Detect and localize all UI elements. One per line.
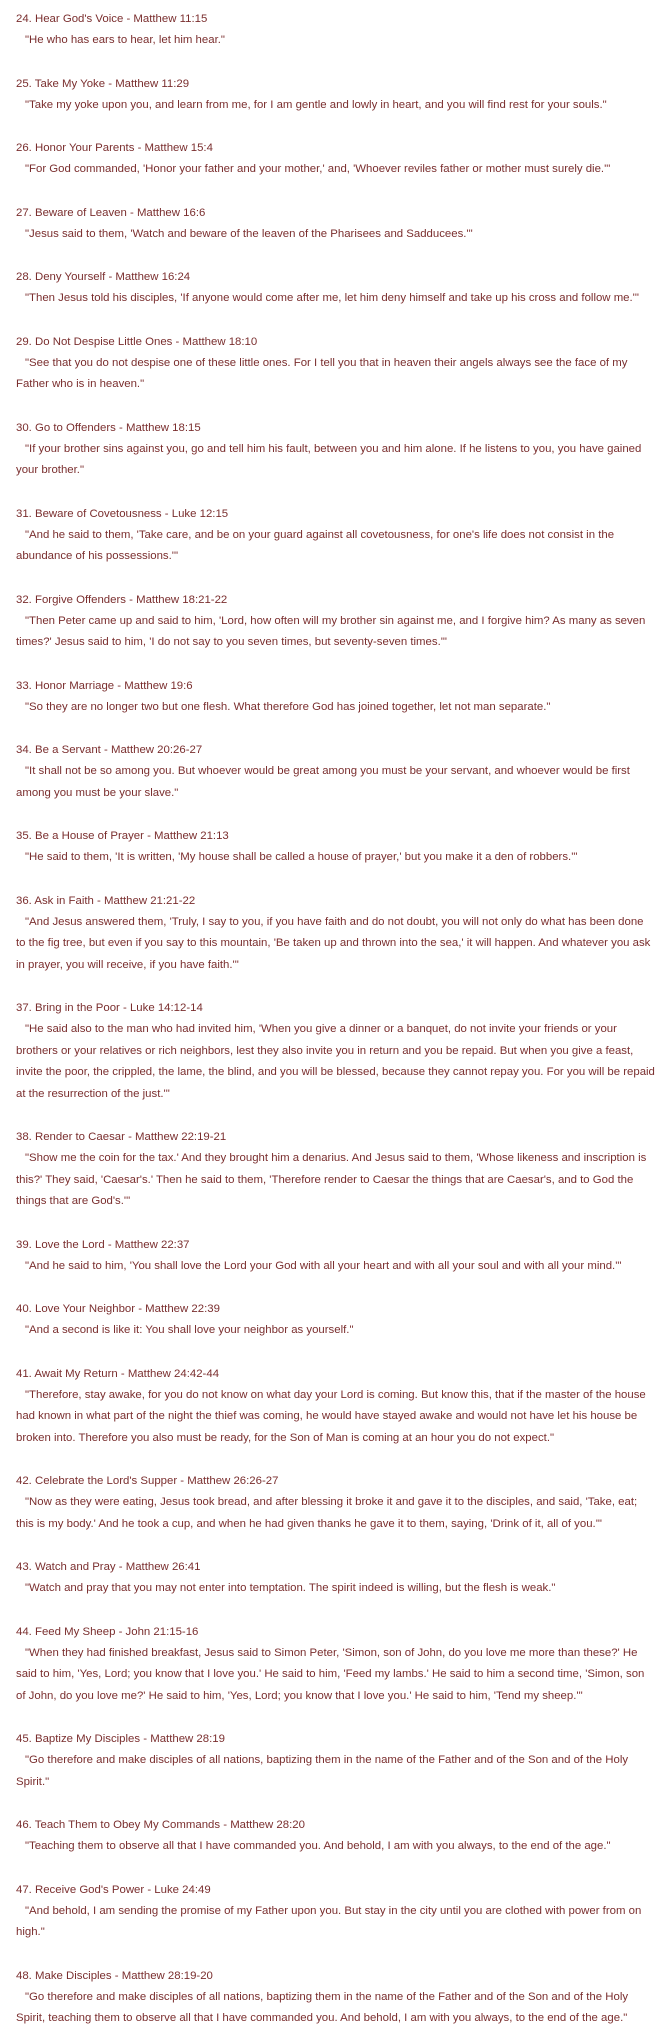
command-quote: "And a second is like it: You shall love your neighbor as yourself." bbox=[25, 1324, 354, 1336]
command-entry bbox=[16, 332, 655, 396]
command-title: 36. Ask in Faith - Matthew 21:21-22 bbox=[16, 894, 196, 907]
command-entry bbox=[16, 1235, 655, 1278]
command-title: 33. Honor Marriage - Matthew 19:6 bbox=[16, 679, 193, 692]
entry-spacer bbox=[16, 52, 655, 74]
command-entry bbox=[16, 1729, 655, 1793]
entry-spacer bbox=[16, 1535, 655, 1557]
command-quote: "Go therefore and make disciples of all nations, baptizing them in the name of the Father and of the Son and of the Holy Spirit, teaching them to observe all that I have commanded you. And behold, I am with you always, to the end of the age." bbox=[16, 1990, 629, 2024]
entry-spacer bbox=[16, 482, 655, 504]
entry-spacer bbox=[16, 568, 655, 590]
entry-spacer bbox=[16, 1600, 655, 1622]
command-title: 29. Do Not Despise Little Ones - Matthew 18:10 bbox=[16, 335, 258, 348]
command-title: 43. Watch and Pray - Matthew 26:41 bbox=[16, 1561, 201, 1573]
command-quote: "He said to them, 'It is written, 'My house shall be called a house of prayer,' but you make it a den of robbers.'" bbox=[25, 851, 578, 863]
command-quote: "Take my yoke upon you, and learn from me, for I am gentle and lowly in heart, and you will find rest for your souls." bbox=[25, 98, 607, 111]
command-quote: "And he said to them, 'Take care, and be on your guard against all covetousness, for one's life does not consist in the abundance of his possessions.'" bbox=[16, 528, 615, 562]
command-quote: "When they had finished breakfast, Jesus said to Simon Peter, 'Simon, son of John, do you love me more than these?' He said to him, 'Yes, Lord; you know that I love you.' He said to him, 'Feed my lambs.' He said to him a second time, 'Simon, son of John, do you love me?' He said to him, 'Yes, Lord; you know that I love you.' He said to him, 'Tend my sheep.'" bbox=[16, 1646, 645, 1702]
command-quote: "See that you do not despise one of these little ones. For I tell you that in heaven their angels always see the face of my Father who is in heaven." bbox=[16, 356, 628, 390]
entry-spacer bbox=[16, 396, 655, 418]
command-quote: "Go therefore and make disciples of all nations, baptizing them in the name of the Father and of the Son and of the Holy Spirit." bbox=[16, 1754, 629, 1788]
entry-spacer bbox=[16, 245, 655, 267]
command-entry bbox=[16, 9, 655, 52]
command-entry bbox=[16, 504, 655, 568]
command-quote: "Then Jesus told his disciples, 'If anyone would come after me, let him deny himself and take up his cross and follow me.'" bbox=[25, 292, 639, 304]
command-title: 35. Be a House of Prayer - Matthew 21:13 bbox=[16, 830, 229, 842]
command-entry bbox=[16, 1127, 655, 1213]
command-entry bbox=[16, 998, 655, 1105]
command-title: 47. Receive God's Power - Luke 24:49 bbox=[16, 1883, 211, 1896]
entry-spacer bbox=[16, 869, 655, 891]
command-entry bbox=[16, 74, 655, 117]
command-title: 41. Await My Return - Matthew 24:42-44 bbox=[16, 1367, 220, 1380]
command-title: 45. Baptize My Disciples - Matthew 28:19 bbox=[16, 1733, 225, 1745]
command-entry bbox=[16, 826, 655, 869]
entry-spacer bbox=[16, 1342, 655, 1364]
command-title: 26. Honor Your Parents - Matthew 15:4 bbox=[16, 142, 213, 154]
command-title: 24. Hear God's Voice - Matthew 11:15 bbox=[16, 13, 208, 25]
command-entry bbox=[16, 590, 655, 654]
command-quote: "Now as they were eating, Jesus took bread, and after blessing it broke it and gave it to the disciples, and said, 'Take, eat; this is my body.' And he took a cup, and when he had given thanks he gave it to them, saying, 'Drink of it, all of you.'" bbox=[16, 1496, 638, 1530]
command-title: 38. Render to Caesar - Matthew 22:19-21 bbox=[16, 1131, 227, 1143]
command-entry bbox=[16, 1880, 655, 1944]
entry-spacer bbox=[16, 181, 655, 203]
entry-spacer bbox=[16, 1944, 655, 1966]
command-entry bbox=[16, 1364, 655, 1450]
entry-spacer bbox=[16, 718, 655, 740]
command-entry bbox=[16, 267, 655, 310]
entry-spacer bbox=[16, 1277, 655, 1299]
command-quote: "Show me the coin for the tax.' And they brought him a denarius. And Jesus said to them, 'Whose likeness and inscription is this?' They said, 'Caesar's.' Then he said to them, 'Therefore render to Caesar the things that are Caesar's, and to God the things that are God's.'" bbox=[16, 1152, 647, 1207]
command-title: 42. Celebrate the Lord's Supper - Matthew 26:26-27 bbox=[16, 1475, 279, 1487]
command-quote: "For God commanded, 'Honor your father and your mother,' and, 'Whoever reviles father or mother must surely die.'" bbox=[25, 163, 611, 175]
command-title: 48. Make Disciples - Matthew 28:19-20 bbox=[16, 1969, 213, 1982]
command-quote: "He said also to the man who had invited him, 'When you give a dinner or a banquet, do not invite your friends or your brothers or your relatives or rich neighbors, lest they also invite you in return and you be repaid. But when you give a feast, invite the poor, the crippled, the lame, the blind, and you will be blessed, because they cannot repay you. For you will be repaid at the resurrection of the just.'" bbox=[16, 1023, 655, 1100]
command-entry bbox=[16, 1557, 655, 1600]
command-title: 39. Love the Lord - Matthew 22:37 bbox=[16, 1238, 190, 1251]
entry-spacer bbox=[16, 1449, 655, 1471]
command-quote: "If your brother sins against you, go and tell him his fault, between you and him alone. If he listens to you, you have gained your brother." bbox=[16, 442, 642, 476]
command-entry bbox=[16, 891, 655, 977]
entry-spacer bbox=[16, 1105, 655, 1127]
command-title: 46. Teach Them to Obey My Commands - Matthew 28:20 bbox=[16, 1819, 305, 1831]
command-title: 32. Forgive Offenders - Matthew 18:21-22 bbox=[16, 593, 228, 606]
entry-spacer bbox=[16, 1793, 655, 1815]
command-quote: "And Jesus answered them, 'Truly, I say to you, if you have faith and do not doubt, you will not only do what has been done to the fig tree, but even if you say to this mountain, 'Be taken up and thrown into the sea,' it will happen. And whatever you ask in prayer, you will receive, if you have faith.'" bbox=[16, 915, 651, 971]
command-quote: "So they are no longer two but one flesh. What therefore God has joined together, let not man separate." bbox=[25, 700, 551, 713]
entry-spacer bbox=[16, 310, 655, 332]
command-quote: "Watch and pray that you may not enter into temptation. The spirit indeed is willing, but the flesh is weak." bbox=[25, 1582, 556, 1594]
command-title: 34. Be a Servant - Matthew 20:26-27 bbox=[16, 744, 203, 756]
command-entry bbox=[16, 203, 655, 246]
command-entry bbox=[16, 1471, 655, 1535]
command-quote: "It shall not be so among you. But whoever would be great among you must be your servant, and whoever would be first among you must be your slave." bbox=[16, 765, 630, 799]
command-entry bbox=[16, 1299, 655, 1342]
command-title: 37. Bring in the Poor - Luke 14:12-14 bbox=[16, 1002, 203, 1014]
command-title: 31. Beware of Covetousness - Luke 12:15 bbox=[16, 507, 229, 520]
entry-spacer bbox=[16, 804, 655, 826]
entry-spacer bbox=[16, 1213, 655, 1235]
command-quote: "Teaching them to observe all that I have commanded you. And behold, I am with you always, to the end of the age." bbox=[25, 1840, 611, 1852]
entry-spacer bbox=[16, 976, 655, 998]
command-quote: "And behold, I am sending the promise of my Father upon you. But stay in the city until you are clothed with power from on high." bbox=[16, 1904, 642, 1938]
command-entry bbox=[16, 740, 655, 804]
entry-spacer bbox=[16, 1707, 655, 1729]
command-entry bbox=[16, 676, 655, 719]
command-quote: "Jesus said to them, 'Watch and beware of the leaven of the Pharisees and Sadducees.'" bbox=[25, 227, 473, 240]
command-quote: "And he said to him, 'You shall love the Lord your God with all your heart and with all your soul and with all your mind.'" bbox=[25, 1259, 622, 1272]
command-title: 44. Feed My Sheep - John 21:15-16 bbox=[16, 1625, 199, 1638]
command-entry bbox=[16, 138, 655, 181]
command-title: 28. Deny Yourself - Matthew 16:24 bbox=[16, 271, 191, 283]
entry-spacer bbox=[16, 1858, 655, 1880]
command-quote: "Therefore, stay awake, for you do not know on what day your Lord is coming. But know this, that if the master of the house had known in what part of the night the thief was coming, he would have stayed awake and would not have let his house be broken into. Therefore you also must be ready, for the Son of Man is coming at an hour you do not expect." bbox=[16, 1388, 646, 1444]
command-entry bbox=[16, 1622, 655, 1708]
command-quote: "Then Peter came up and said to him, 'Lord, how often will my brother sin against me, and I forgive him? As many as seven times?' Jesus said to him, 'I do not say to you seven times, but seventy-seven times.'" bbox=[16, 614, 646, 648]
command-title: 40. Love Your Neighbor - Matthew 22:39 bbox=[16, 1303, 220, 1315]
command-entry bbox=[16, 1966, 655, 2030]
entry-spacer bbox=[16, 654, 655, 676]
command-entry bbox=[16, 1815, 655, 1858]
command-title: 27. Beware of Leaven - Matthew 16:6 bbox=[16, 206, 206, 219]
command-title: 30. Go to Offenders - Matthew 18:15 bbox=[16, 421, 201, 434]
entry-spacer bbox=[16, 116, 655, 138]
command-entry bbox=[16, 418, 655, 482]
command-title: 25. Take My Yoke - Matthew 11:29 bbox=[16, 77, 190, 90]
command-quote: "He who has ears to hear, let him hear." bbox=[25, 34, 225, 46]
